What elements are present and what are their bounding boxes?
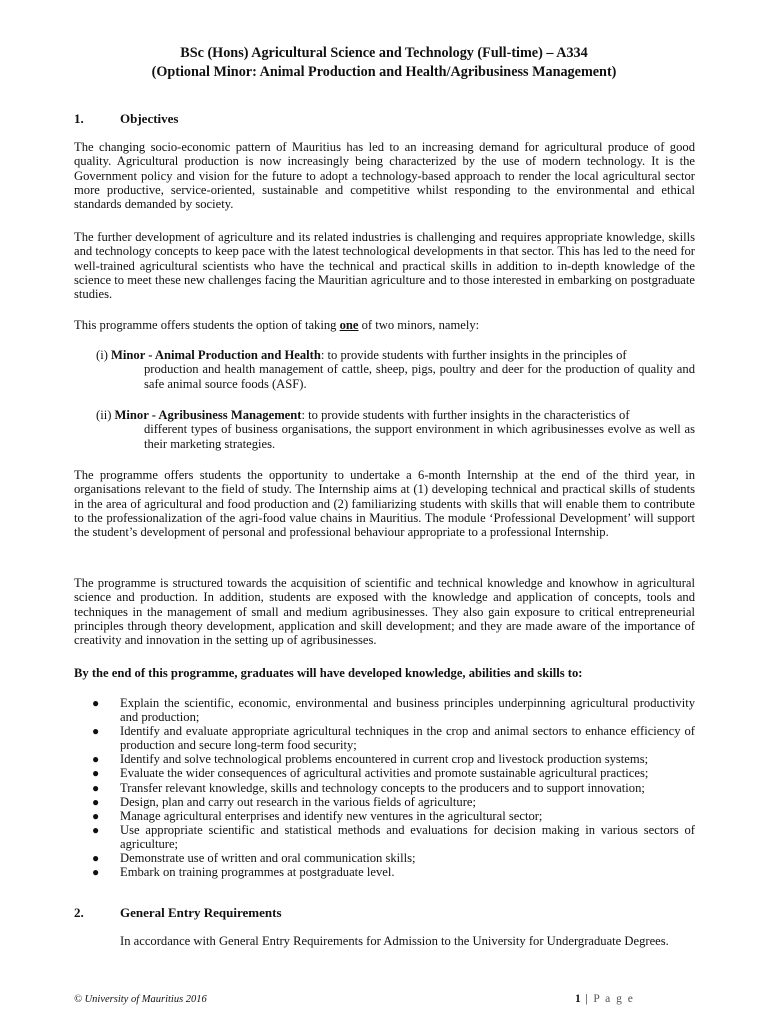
- section-heading-objectives: [74, 111, 178, 127]
- outcomes-heading: By the end of this programme, graduates will have developed knowledge, abilities and skills to:: [74, 666, 583, 680]
- list-item: [74, 865, 695, 879]
- bullet-icon: ●: [92, 865, 100, 880]
- minor-title: Minor - Agribusiness Management: [114, 408, 302, 422]
- paragraph-internship: The programme offers students the opportunity to undertake a 6-month Internship at the end of the third year, in organisations relevant to the field of study. The Internship aims at (1) developing technical and practical skills of students in the area of agricultural and food production and (2) familiarizing students with skills that will enable them to contribute to the professionalization of the agri-food value chains in Mauritius. The module ‘Professional Development’ will support the student’s development of personal and professional behaviour appropriate to a professional Internship.: [74, 468, 695, 540]
- bullet-icon: ●: [92, 780, 100, 795]
- outcomes-list: [74, 696, 695, 879]
- minor-description-first: : to provide students with further insights in the characteristics of: [301, 408, 630, 422]
- minor-label: (i): [96, 348, 108, 362]
- footer-copyright: © University of Mauritius 2016: [74, 994, 207, 1005]
- list-item-text: Transfer relevant knowledge, skills and technology concepts to the producers and to support innovation;: [120, 780, 645, 795]
- minors-intro-emphasis: one: [339, 318, 359, 332]
- minor-description-first: : to provide students with further insights in the principles of: [320, 348, 627, 362]
- bullet-icon: ●: [92, 696, 100, 710]
- list-item-text: Evaluate the wider consequences of agricultural activities and promote sustainable agricultural practices;: [120, 766, 649, 781]
- bullet-icon: ●: [92, 724, 100, 739]
- minor-item-agribusiness: [96, 408, 695, 451]
- page-separator: |: [580, 993, 594, 1005]
- minors-intro-text: This programme offers students the option of taking: [74, 318, 340, 332]
- page-number: 1: [575, 993, 581, 1005]
- section-title: General Entry Requirements: [120, 905, 282, 920]
- list-item-text: Demonstrate use of written and oral communication skills;: [120, 851, 416, 866]
- list-item: [74, 795, 695, 809]
- list-item: [74, 851, 695, 865]
- minor-description: production and health management of cattle, sheep, pigs, poultry and deer for the production of quality and safe animal source foods (ASF).: [144, 362, 695, 391]
- section-title: Objectives: [120, 111, 179, 126]
- section-number: 1.: [74, 111, 84, 126]
- paragraph-structure: The programme is structured towards the acquisition of scientific and technical knowledge and knowhow in agricultural science and production. In addition, students are exposed with the knowledge and application of concepts, tools and techniques in the management of small and medium agribusinesses. They also gain exposure to critical entrepreneurial principles through theory development, application and skill development; and they are made aware of the importance of creativity and innovation in the setting up of agribusinesses.: [74, 576, 695, 648]
- list-item-text: Identify and solve technological problems encountered in current crop and livestock production systems;: [120, 752, 649, 767]
- list-item-text: Design, plan and carry out research in the various fields of agriculture;: [120, 794, 476, 809]
- minor-item-animal: [96, 348, 695, 391]
- bullet-icon: ●: [92, 794, 100, 809]
- list-item-text: Embark on training programmes at postgraduate level.: [120, 865, 395, 880]
- list-item-text: Explain the scientific, economic, environmental and business principles underpinning agricultural productivity and production;: [120, 696, 695, 725]
- bullet-icon: ●: [92, 752, 100, 767]
- list-item: [74, 823, 695, 851]
- document-title-line2: (Optional Minor: Animal Production and Health/Agribusiness Management): [151, 64, 617, 80]
- list-item-text: Manage agricultural enterprises and identify new ventures in the agricultural sector;: [120, 808, 543, 823]
- bullet-icon: ●: [92, 822, 100, 837]
- list-item: [74, 809, 695, 823]
- section-number: 2.: [74, 905, 84, 920]
- minor-title: Minor - Animal Production and Health: [111, 348, 321, 362]
- minors-intro-text-end: of two minors, namely:: [358, 318, 480, 332]
- minor-label: (ii): [96, 408, 112, 422]
- minor-description: different types of business organisations, the support environment in which agribusinesses evolve as well as their marketing strategies.: [144, 422, 695, 451]
- bullet-icon: ●: [92, 808, 100, 823]
- list-item: [74, 781, 695, 795]
- list-item-text: Use appropriate scientific and statistical methods and evaluations for decision making in various sectors of agriculture;: [120, 822, 695, 851]
- paragraph-minors-intro: [74, 318, 695, 332]
- paragraph-context: The changing socio-economic pattern of Mauritius has led to an increasing demand for agricultural produce of good quality. Agricultural production is now increasingly being characterized by the use of modern technology. It is the Government policy and vision for the future to adopt a technology-based approach to render the local agricultural sector more productive, service-oriented, sustainable and competitive whilst responding to the environmental and ethical standards demanded by society.: [74, 140, 695, 212]
- section-heading-entry-requirements: [74, 905, 282, 921]
- list-item: [74, 724, 695, 752]
- list-item-text: Identify and evaluate appropriate agricultural techniques in the crop and animal sectors to enhance efficiency of production and secure long-term food security;: [120, 724, 695, 753]
- footer-page-number: [575, 993, 634, 1005]
- document-title-line1: BSc (Hons) Agricultural Science and Technology (Full-time) – A334: [180, 45, 588, 61]
- bullet-icon: ●: [92, 766, 100, 781]
- page-label: P a g e: [593, 993, 635, 1005]
- list-item: [74, 696, 695, 724]
- paragraph-development: The further development of agriculture and its related industries is challenging and requires appropriate knowledge, skills and technology concepts to keep pace with the latest technological developments in that sector. This has led to the need for well-trained agricultural scientists who have the technical and practical skills in addition to in-depth knowledge of the science to meet these new challenges facing the Mauritian agriculture and to those interested in embarking on postgraduate studies.: [74, 230, 695, 302]
- paragraph-entry-requirements: In accordance with General Entry Requirements for Admission to the University for Undergraduate Degrees.: [120, 934, 669, 948]
- bullet-icon: ●: [92, 851, 100, 866]
- list-item: [74, 766, 695, 780]
- list-item: [74, 752, 695, 766]
